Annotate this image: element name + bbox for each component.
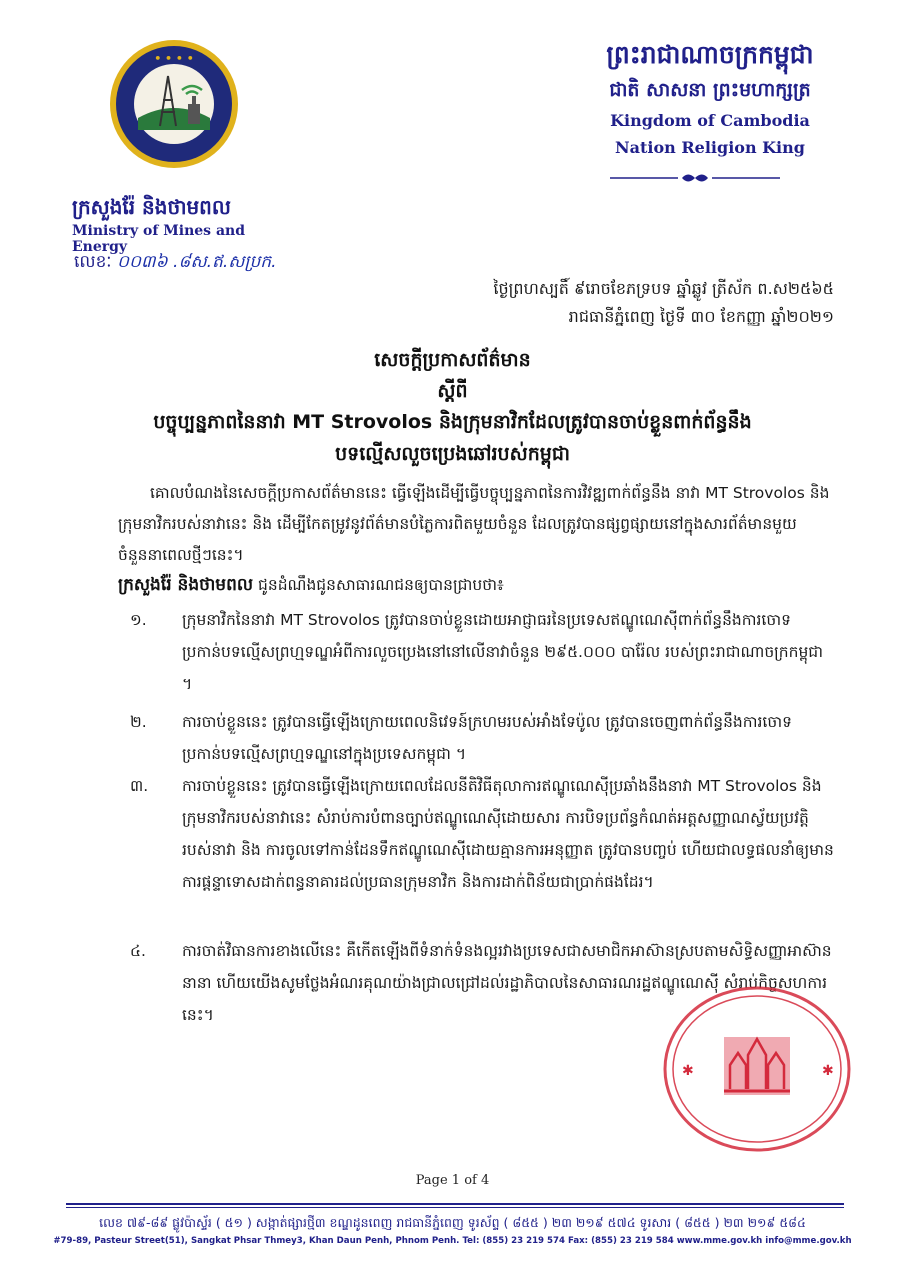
list-item [130, 706, 838, 770]
ornament-divider [610, 170, 780, 186]
svg-text:✱: ✱ [682, 1063, 694, 1079]
reference-value: ០០៣៦ .៨ស.ឥ.សប្រក. [116, 252, 277, 272]
list-item [130, 770, 838, 898]
announcement-line [118, 570, 838, 601]
footer-address-khmer: លេខ ៧៩-៨៩ ផ្លូវប៉ាស្ទ័រ ( ៥១ ) សង្កាត់ផ្សារថ្មី៣ ខណ្ឌដូនពេញ រាជធានីភ្នំពេញ ទូរស័ព្ទ ( ៨៥៥ ) ២៣ ២១៩ ៥៧៤ ទូរសារ ( ៨៥៥ ) ២៣ ២១៩ ៥៨៤ [99, 1215, 806, 1230]
footer-divider-thin [66, 1207, 844, 1208]
reference-label: លេខៈ [74, 252, 112, 272]
solar-date: រាជធានីភ្នំពេញ ថ្ងៃទី ៣០ ខែកញ្ញា ឆ្នាំ២០២១ [568, 307, 834, 326]
footer-divider [66, 1203, 844, 1205]
document-subject-line-1: បច្ចុប្បន្នភាពនៃនាវា MT Strovolos និងក្រុមនាវិកដែលត្រូវបានចាប់ខ្លួនពាក់ព័ន្ធនឹង [153, 411, 752, 433]
list-item-number: ៣. [130, 777, 149, 795]
document-subtitle: ស្តីពី [437, 380, 468, 402]
reference-number [74, 251, 276, 276]
svg-text:• • • •: • • • • [154, 52, 194, 65]
footer-address-english: #79-89, Pasteur Street(51), Sangkat Phsar Thmey3, Khan Daun Penh, Phnom Penh. Tel: (855) 23 219 574 Fax: (855) 23 219 584 www.mme.gov.kh info@mme.gov.kh [53, 1236, 852, 1246]
list-item [130, 604, 838, 700]
kingdom-title-english: Kingdom of Cambodia [610, 111, 810, 130]
official-stamp [662, 985, 852, 1153]
page-number: Page 1 of 4 [415, 1173, 490, 1188]
announcement-subject: ក្រសួងរ៉ែ និងថាមពល [118, 575, 254, 595]
list-item-number: ៤. [130, 942, 146, 960]
list-item-text: ការចាត់វិធានការខាងលើនេះ គឺកើតឡើងពីទំនាក់ទំនងល្អរវាងប្រទេសជាសមាជិកអាស៊ានស្របតាមសិទ្ធិសញ្ញាអាស៊ាននានា ហើយយើងសូមថ្លែងអំណរគុណយ៉ាងជ្រាលជ្រៅដល់រដ្ឋាភិបាលនៃសាធារណរដ្ឋឥណ្ឌូណេស៊ី សំរាប់កិច្ចសហការនេះ។ [182, 942, 832, 1024]
list-item-text: ការចាប់ខ្លួននេះ ត្រូវបានធ្វើឡើងក្រោយពេលដែលនីតិវិធីតុលាការឥណ្ឌូណេស៊ីប្រឆាំងនឹងនាវា MT Strovolos និងក្រុមនាវិករបស់នាវានេះ សំរាប់ការបំពានច្បាប់ឥណ្ឌូណេស៊ីដោយសារ ការបិទប្រព័ន្ធកំណត់អត្តសញ្ញាណស្វ័យប្រវត្តិរបស់នាវា និង ការចូលទៅកាន់ដែនទឹកឥណ្ឌូណេស៊ីដោយគ្មានការអនុញ្ញាត ត្រូវបានបញ្ចប់ ហើយជាលទ្ធផលនាំឲ្យមានការផ្តន្ទាទោសដាក់ពន្ធនាគារដល់ប្រធានក្រុមនាវិក និងការដាក់ពិន័យជាប្រាក់ផងដែរ។ [182, 777, 834, 891]
list-item-text: ការចាប់ខ្លួននេះ ត្រូវបានធ្វើឡើងក្រោយពេលនិវេទន៍ក្រហមរបស់អាំងទែប៉ូល ត្រូវបានចេញពាក់ព័ន្ធនឹងការចោទប្រកាន់បទល្មើសព្រហ្មទណ្ឌនៅក្នុងប្រទេសកម្ពុជា ។ [182, 713, 792, 763]
ministry-logo [108, 38, 240, 170]
ministry-name-english: Ministry of Mines and Energy [72, 223, 245, 255]
intro-paragraph: គោលបំណងនៃសេចក្តីប្រកាសព័ត៌មាននេះ ធ្វើឡើងដើម្បីធ្វើបច្ចុប្បន្នភាពនៃការវិវឌ្ឍពាក់ព័ន្ធនឹង នាវា MT Strovolos និង ក្រុមនាវិករបស់នាវានេះ និង ដើម្បីកែតម្រូវនូវព័ត៌មានបំភ្លៃការពិតមួយចំនួន ដែលត្រូវបានផ្សព្វផ្សាយនៅក្នុងសារព័ត៌មានមួយចំនួននាពេលថ្មីៗនេះ។ [118, 484, 830, 564]
motto-english: Nation Religion King [615, 138, 805, 157]
document-title: សេចក្តីប្រកាសព័ត៌មាន [374, 349, 531, 371]
ministry-name-khmer: ក្រសួងរ៉ែ និងថាមពល [72, 195, 231, 219]
svg-text:✱: ✱ [822, 1063, 834, 1079]
announcement-text: ជូនដំណឹងជូនសាធារណជនឲ្យបានជ្រាបថា៖ [253, 576, 504, 594]
document-subject-line-2: បទល្មើសលួចប្រេងឆៅរបស់កម្ពុជា [335, 443, 570, 465]
motto-khmer: ជាតិ សាសនា ព្រះមហាក្សត្រ [609, 79, 811, 101]
list-item-number: ២. [130, 713, 147, 731]
list-item-number: ១. [130, 611, 147, 629]
kingdom-title-khmer: ព្រះរាជាណាចក្រកម្ពុជា [606, 40, 814, 69]
lunar-date: ថ្ងៃព្រហស្បតិ៍ ៩រោចខែភទ្របទ ឆ្នាំឆ្លូវ ត្រីស័ក ព.ស២៥៦៥ [493, 279, 834, 298]
list-item-text: ក្រុមនាវិកនៃនាវា MT Strovolos ត្រូវបានចាប់ខ្លួនដោយអាជ្ញាធរនៃប្រទេសឥណ្ឌូណេស៊ីពាក់ព័ន្ធនឹងការចោទប្រកាន់បទល្មើសព្រហ្មទណ្ឌអំពីការលួចប្រេងនៅនៅលើនាវាចំនួន ២៩៥.០០០ បារ៉ែល របស់ព្រះរាជាណាចក្រកម្ពុជា ។ [182, 611, 824, 693]
